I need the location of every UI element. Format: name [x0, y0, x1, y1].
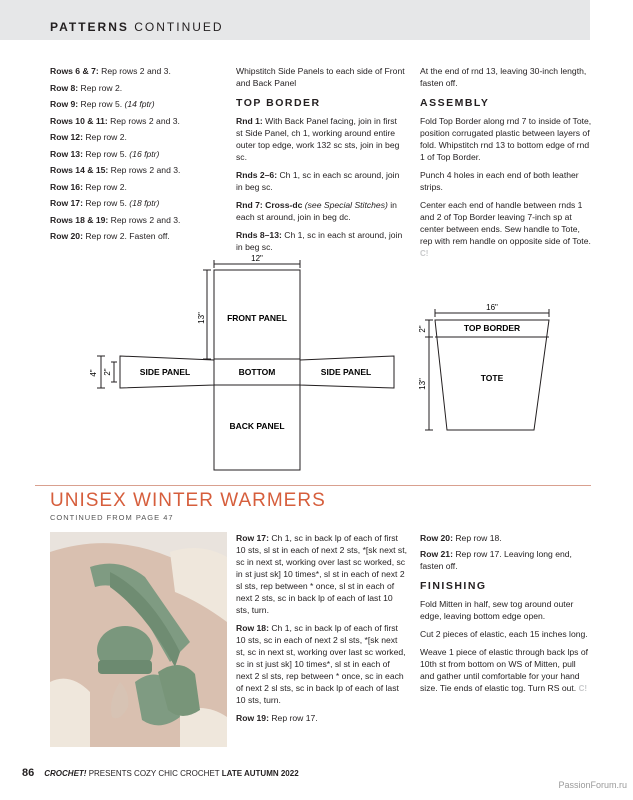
- fasten-note: At the end of rnd 13, leaving 30-inch length, fasten off.: [420, 66, 587, 88]
- rnds-2-6: Rnds 2–6: Ch 1, sc in each sc around, join in beg sc.: [236, 170, 400, 192]
- bottom-label: BOTTOM: [238, 367, 276, 377]
- whipstitch-note: Whipstitch Side Panels to each side of Front and Back Panel: [236, 66, 405, 88]
- rnds-8-13: Rnds 8–13: Ch 1, sc in each st around, join in beg sc.: [236, 230, 403, 252]
- finishing-step: Fold Mitten in half, sew tog around outer edge, leaving bottom edge open.: [420, 599, 574, 621]
- column-5: [420, 532, 592, 701]
- row-instruction: Row 13: Rep row 5. (16 fptr): [50, 148, 160, 159]
- row-21: Row 21: Rep row 17. Leaving long end, fasten off.: [420, 549, 572, 571]
- row-instruction: Row 17: Rep row 5. (18 fptr): [50, 198, 160, 208]
- row-instruction: Rows 6 & 7: Rep rows 2 and 3.: [50, 66, 171, 76]
- side-panel-right-label: SIDE PANEL: [320, 367, 372, 377]
- assembly-step: Punch 4 holes in each end of both leather strips.: [420, 170, 579, 192]
- publication: PRESENTS COZY CHIC CROCHET: [86, 769, 222, 778]
- rnd-1: Rnd 1: With Back Panel facing, join in first st Side Panel, ch 1, working around entire outer top edge, work 132 sc sts, join in beg sc.: [236, 116, 400, 162]
- width-label: 12": [251, 254, 263, 263]
- winter-warmers-photo: [50, 532, 227, 747]
- side-outer-label: 4": [89, 369, 98, 377]
- front-panel-label: FRONT PANEL: [227, 313, 287, 323]
- row-20: Row 20: Rep row 18.: [420, 533, 502, 543]
- side-panel-left-label: SIDE PANEL: [139, 367, 191, 377]
- watermark: PassionForum.ru: [558, 780, 627, 790]
- rnd-7: Rnd 7: Cross-dc (see Special Stitches) in each st around, join in beg dc.: [236, 200, 397, 222]
- finishing-step: Weave 1 piece of elastic through back lps of 10th st from bottom on WS of Mitten, pull and gather until comfortable for your hand size. Tie ends of elastic tog. Turn RS out. C!: [420, 647, 588, 693]
- tote-height-label: 13": [418, 378, 427, 390]
- height-label: 13": [197, 312, 206, 324]
- column-4: [236, 532, 408, 730]
- issue: LATE AUTUMN 2022: [221, 769, 299, 778]
- section-subtitle: CONTINUED FROM PAGE 47: [50, 513, 174, 522]
- row-instruction: Row 16: Rep row 2.: [50, 181, 127, 192]
- tote-label: TOTE: [480, 373, 504, 383]
- end-mark: C!: [420, 249, 429, 258]
- row-instruction: Rows 14 & 15: Rep rows 2 and 3.: [50, 165, 181, 175]
- top-border-label: TOP BORDER: [463, 323, 521, 333]
- finishing-step: Cut 2 pieces of elastic, each 15 inches long.: [420, 629, 588, 639]
- product-photo: [50, 532, 227, 747]
- assembly-heading: ASSEMBLY: [420, 97, 490, 109]
- row-instruction: Row 8: Rep row 2.: [50, 82, 123, 93]
- row-19: Row 19: Rep row 17.: [236, 713, 318, 723]
- brand-name: CROCHET!: [44, 769, 87, 778]
- row-instruction: Rows 10 & 11: Rep rows 2 and 3.: [50, 115, 180, 126]
- border-height-label: 2": [418, 325, 427, 333]
- side-inner-label: 2": [103, 368, 112, 376]
- row-instruction: Rows 18 & 19: Rep rows 2 and 3.: [50, 214, 181, 225]
- tote-width-label: 16": [486, 303, 498, 312]
- top-border-heading: TOP BORDER: [236, 97, 321, 109]
- row-18: Row 18: Ch 1, sc in back lp of each of first 10 sts, sc in each of next 2 sl sts, *[sk next st, sc in next st, working over last sc worked, sc in st just sk] 10 times*, sl st in each of next 2 sl sts, rep between * once, sc in each of next 2 sl sts, sc in back lp of each of last 10 sts, turn.: [236, 623, 406, 705]
- page-number: 86: [22, 767, 35, 779]
- header-bold: PATTERNS: [50, 20, 129, 34]
- section-title: UNISEX WINTER WARMERS: [50, 490, 326, 511]
- row-instruction: Row 9: Rep row 5. (14 fptr): [50, 99, 155, 109]
- back-panel-label: BACK PANEL: [229, 421, 285, 431]
- section-divider: [35, 485, 591, 486]
- assembly-step: Fold Top Border along rnd 7 to inside of Tote, position corrugated plastic between layers of fold. Whipstitch rnd 13 to bottom edge of rnd 1 of Top Border.: [420, 116, 592, 162]
- row-instruction: Row 12: Rep row 2.: [50, 132, 127, 142]
- end-mark: C!: [578, 684, 588, 693]
- assembly-step: Center each end of handle between rnds 1 and 2 of Top Border leaving 7-inch sp at center between ends. Sew handle to Tote, rep with rem handle on opposite side of Tote. C!: [420, 200, 591, 258]
- header-light: CONTINUED: [134, 20, 224, 34]
- finishing-heading: FINISHING: [420, 580, 487, 592]
- row-instruction: Row 20: Rep row 2. Fasten off.: [50, 231, 170, 241]
- row-17: Row 17: Ch 1, sc in back lp of each of first 10 sts, sl st in each of next 2 sts, *[sk next st, sc in next st, working over last sc worked, sc in st just sk] 10 times*, sl st in each of next 2 sl sts, rep between * once, sl st in each of next 2 sts, sc in back lp of each of last 10 sts, turn.: [236, 533, 407, 615]
- page-footer: [22, 767, 299, 779]
